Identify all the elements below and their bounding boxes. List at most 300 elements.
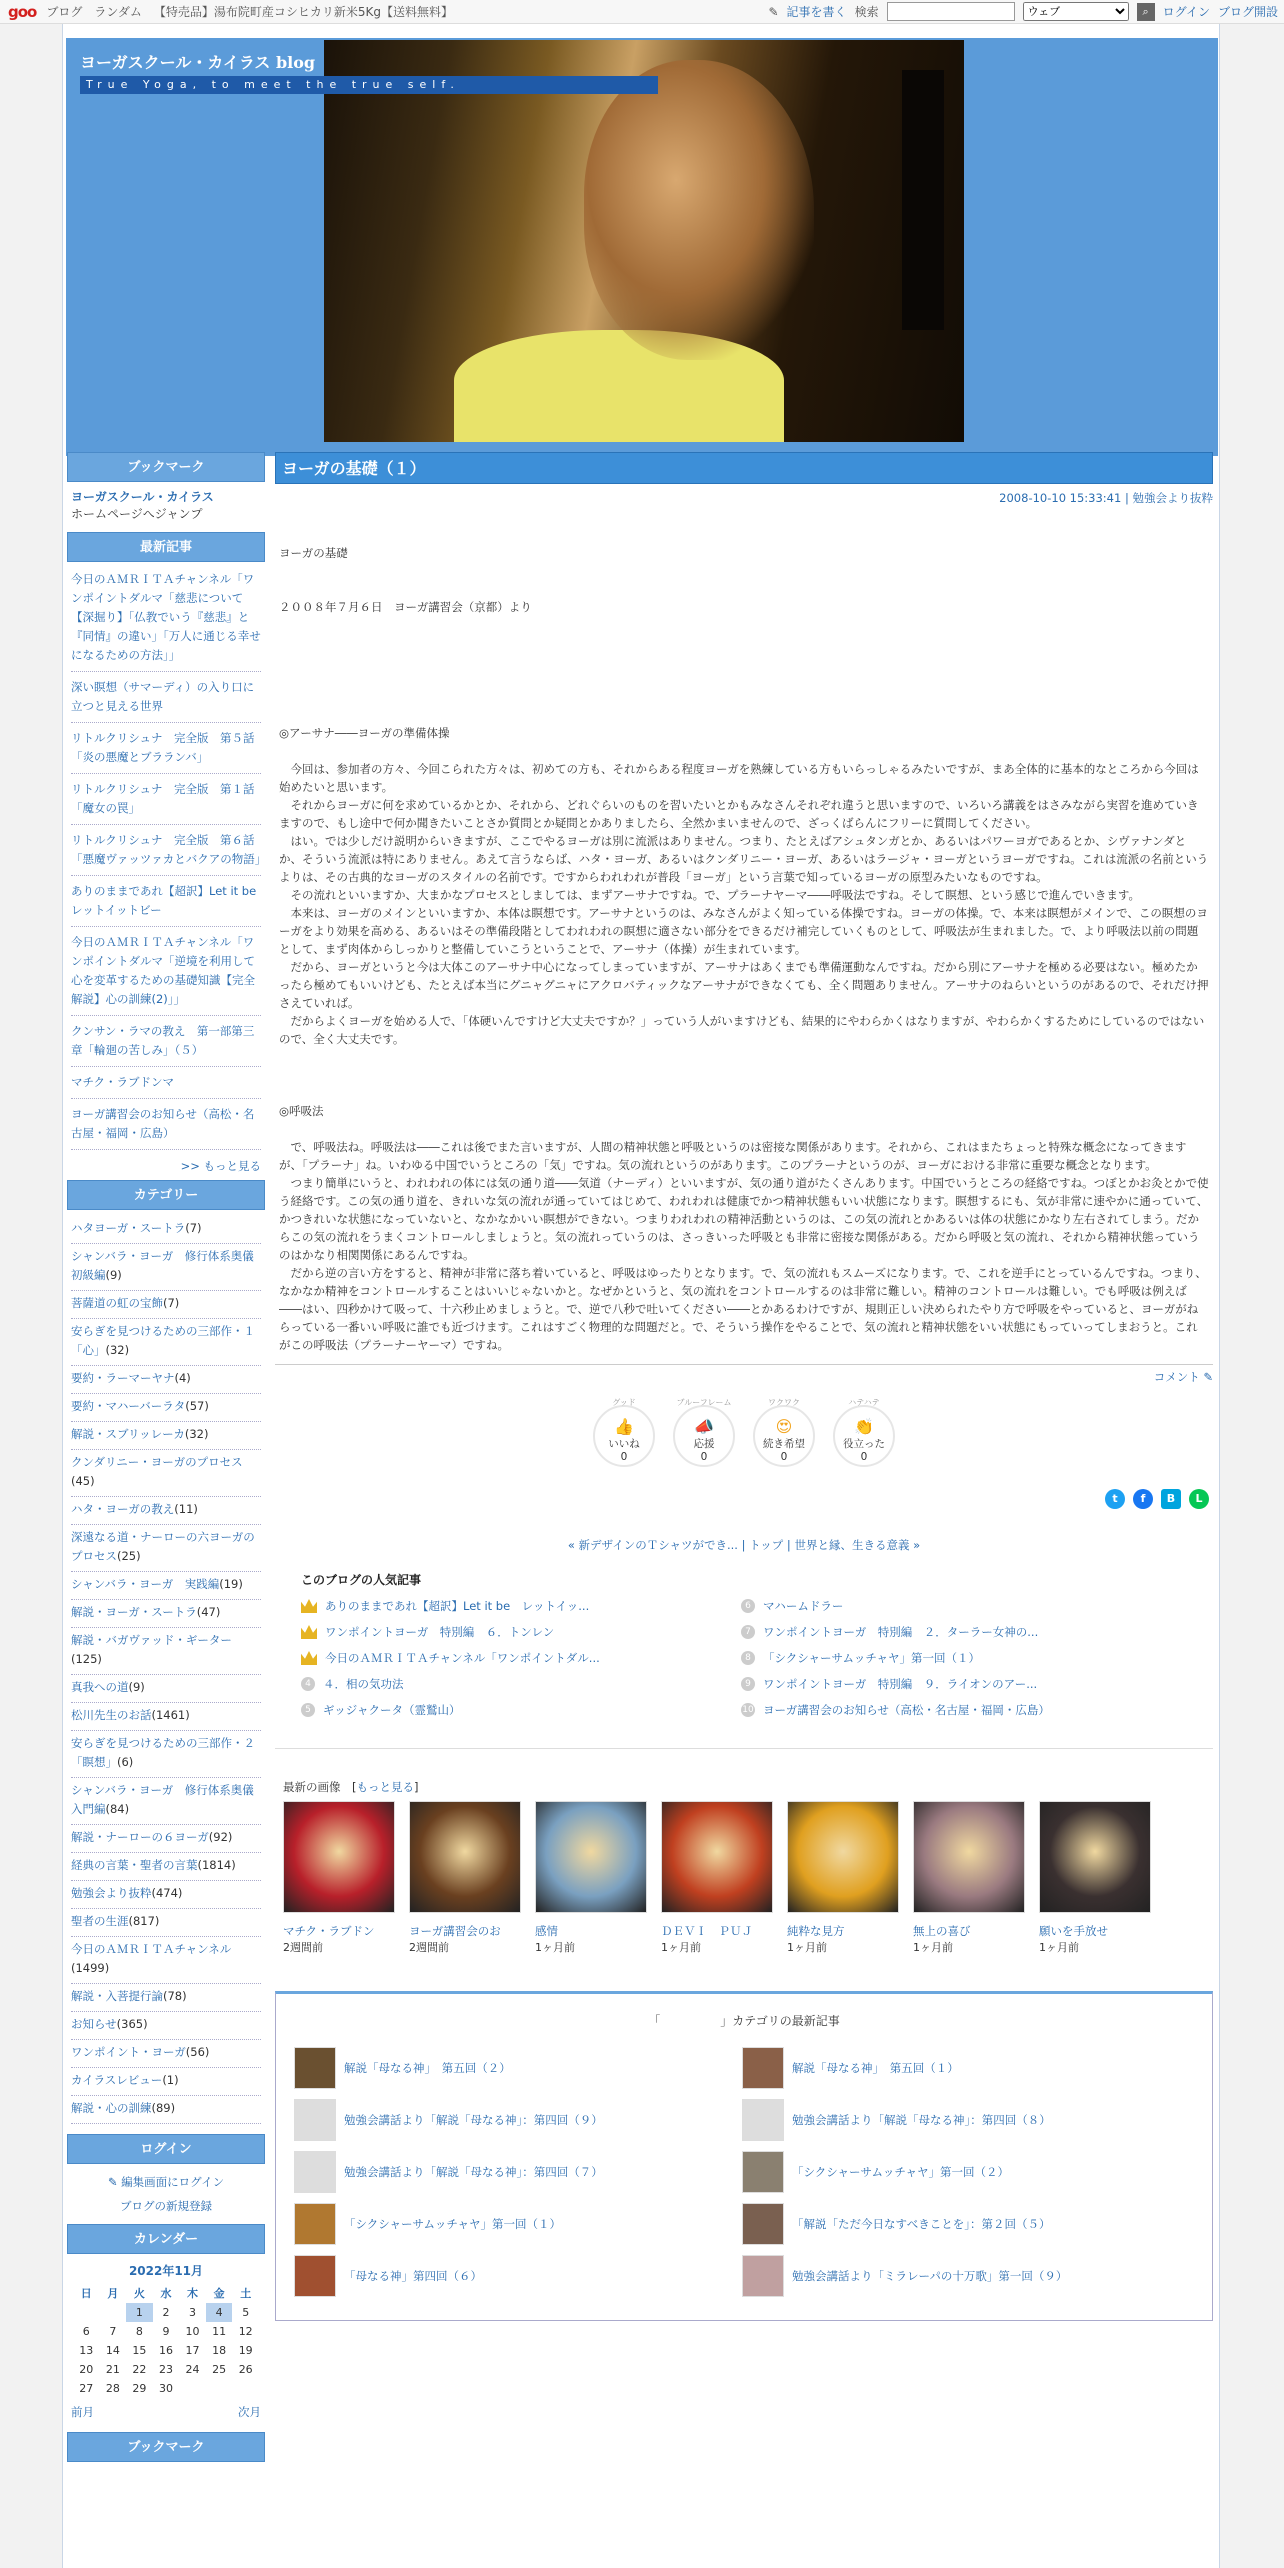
reaction-tag: ブルーフレーム [676, 1398, 732, 1407]
post-paragraph: はい。では少しだけ説明からいきますが、ここでやるヨーガは別に流派はありません。つまり、たとえばアシュタンガとか、あるいはパワーヨガであるとか、シヴァナンダとか、そういう流派は特にありません。あえて言うならば、ハタ・ヨーガ、あるいはクンダリニー・ヨーガ、あるいはラージャ・ヨーガというヨーガですね。これは流派の名前というよりは、その古典的なヨーガのスタイルの名前です。ですからわれわれが普段「ヨーガ」という言葉で知っているヨーガの原型みたいなものですね。 [279, 834, 1209, 884]
nav-ad[interactable]: 【特売品】湯布院町産コシヒカリ新米5Kg【送料無料】 [153, 5, 454, 19]
calendar-day[interactable]: 6 [82, 2325, 90, 2338]
category-count: (25) [117, 1549, 141, 1563]
post-paragraph: つまり簡単にいうと、われわれの体には気の通り道――気道（ナーディ）といいますが、気の通り道がたくさんあります。中国でいうところの経絡ですね。つぼとかお灸とかで使う経絡です。この気の通り道を、きれいな気の流れが通っていてはじめて、われわれは健康でかつ精神状態もいい状態になります。瞑想するにも、気が非常に速やかに通っていて、かつきれいな状態になっていないと、なかなかいい瞑想ができない。つまりわれわれの精神活動というのは、この気の流れとかあるいは体の状態にかなり左右されてしまう。だからこの気の流れをうまくコントロールしましょうと。気の流れっていうのは、さっきいった呼吸とも非常に密接な関係がある。だから呼吸と気の流れ、それから精神状態っていうのはかなり相関関係にあるんですね。 [279, 1176, 1209, 1262]
reaction-count: 0 [780, 1451, 788, 1463]
category-link[interactable]: 解説・心の訓練 [71, 2101, 152, 2115]
post-meta: 2008-10-10 15:33:41 | 勉強会より抜粋 [999, 491, 1213, 505]
login-link[interactable]: ログイン [1162, 5, 1210, 19]
post-body [275, 506, 1213, 1356]
category-item [71, 1881, 261, 1909]
popular-articles [275, 1571, 1213, 1718]
calendar-day[interactable]: 27 [79, 2382, 94, 2395]
nav-random[interactable]: ランダム [94, 5, 142, 19]
category-item [71, 1703, 261, 1731]
image-caption-link[interactable]: マチク・ラブドン [283, 1924, 375, 1938]
category-count: (19) [219, 1577, 243, 1591]
popular-article-link[interactable]: ４．相の気功法 [323, 1677, 404, 1691]
calendar-day[interactable]: 25 [212, 2363, 227, 2376]
popular-grid [301, 1598, 1213, 1718]
article-thumbnail [294, 2255, 336, 2297]
calendar-day[interactable]: 28 [105, 2382, 120, 2395]
recent-article-link[interactable]: 今日のＡＭＲＩＴＡチャンネル「ワンポイントダルマ「慈悲について【深掘り】「仏教でいう『慈悲』と『同情』の違い」「万人に通じる幸せになるための方法」」 [71, 568, 261, 672]
reaction-label: いいね [608, 1438, 640, 1450]
category-count: (92) [208, 1830, 233, 1844]
category-count: (1499) [71, 1961, 110, 1975]
post-paragraph: だからよくヨーガを始める人で、「体硬いんですけど大丈夫ですか？」っていう人がいますけども、結果的にやわらかくはなりますが、やわらかくするためにしているのではないので、全く大丈夫です。 [279, 1014, 1205, 1046]
category-link[interactable]: 経典の言葉・聖者の言葉 [71, 1858, 198, 1872]
next-post-link[interactable]: 世界と縁、生きる意義 » [794, 1538, 921, 1552]
calendar-day[interactable]: 2 [162, 2306, 170, 2319]
reaction-count: 0 [700, 1451, 708, 1463]
calendar-day[interactable]: 30 [158, 2382, 173, 2395]
pencil-icon: ✎ [107, 2175, 118, 2189]
recent-more-link[interactable]: >> もっと見る [180, 1159, 261, 1173]
popular-article-link[interactable]: 今日のＡＭＲＩＴＡチャンネル「ワンポイントダル... [325, 1651, 600, 1665]
open-blog-link[interactable]: ブログ開設 [1217, 5, 1278, 19]
calendar-weekday: 木 [187, 2287, 199, 2300]
article-thumbnail [742, 2203, 784, 2245]
bookmark-text: ホームページへジャンプ [71, 507, 203, 521]
category-latest-item [742, 2099, 1190, 2141]
calendar-day [206, 2379, 233, 2398]
popular-item [741, 1650, 1181, 1666]
recent-article-link[interactable]: 深い瞑想（サマーディ）の入り口に立つと見える世界 [71, 676, 261, 723]
category-item [71, 1937, 261, 1984]
category-link[interactable]: 菩薩道の虹の宝飾 [71, 1296, 163, 1310]
image-thumbnail[interactable] [1039, 1801, 1151, 1913]
post-lead-2: ２００８年７月６日 ヨーガ講習会（京都）より [279, 600, 532, 614]
post-lead-1: ヨーガの基礎 [279, 546, 348, 560]
rank-badge: 5 [301, 1703, 315, 1717]
image-item [283, 1801, 397, 1955]
category-item [71, 2040, 261, 2068]
post-paragraph: だから、ヨーガというと今は大体このアーサナ中心になってしまっていますが、アーサナはあくまでも準備運動なんですね。だから別にアーサナを極める必要はない。極めたかったら極めてもいいけども、たとえば本当にグニャグニャにアクロバティックなアーサナができなくても、全く問題ありません。アーサナのねらいというのがあるので、それだけ押さえていれば。 [279, 960, 1209, 1010]
article-thumbnail [294, 2047, 336, 2089]
category-latest-link[interactable]: 勉強会講話より「解説「母なる神」：第四回（７） [344, 2165, 603, 2179]
category-count: (32) [184, 1427, 209, 1441]
recent-article-link[interactable]: リトルクリシュナ 完全版 第１話「魔女の罠」 [71, 778, 261, 825]
post-paragraph: 本来は、ヨーガのメインといいますか、本体は瞑想です。アーサナというのは、みなさんがよく知っている体操ですね。ヨーガの体操。で、本来は瞑想がメインで、この瞑想のヨーガをより効果を高める、あるいはその準備段階としてわれわれの瞑想に適さない部分をできるだけ補完していくものとして、呼吸法が生まれました。で、より呼吸法以前の問題として、まず肉体からしっかりと整備していこうということで、アーサナ（体操）が生まれています。 [279, 906, 1208, 956]
rank-badge: 4 [301, 1677, 315, 1691]
category-item [71, 1216, 261, 1244]
popular-item [301, 1702, 741, 1718]
category-item [71, 1825, 261, 1853]
calendar-day[interactable]: 16 [158, 2344, 173, 2357]
popular-item [301, 1676, 741, 1692]
post-paragraph: 今回は、参加者の方々、今回こられた方々は、初めての方も、それからある程度ヨーガを熟練している方もいらっしゃるみたいですが、まあ全体的に基本的なところから今回は始めたいと思います。 [279, 762, 1199, 794]
crown-icon [301, 1651, 317, 1665]
calendar-weekday: 土 [240, 2287, 252, 2300]
image-caption-link[interactable]: 純粋な見方 [787, 1924, 845, 1938]
category-link[interactable]: 要約・マハーバーラタ [71, 1399, 186, 1413]
section-breath-body [279, 1138, 1209, 1354]
category-item [71, 1450, 261, 1497]
category-count: (1461) [151, 1708, 190, 1722]
photo-face [584, 60, 814, 360]
category-link[interactable]: 今日のＡＭＲＩＴＡチャンネル [71, 1942, 232, 1956]
image-age: 1ヶ月前 [661, 1941, 701, 1954]
calendar-day[interactable]: 14 [105, 2344, 120, 2357]
post-paragraph: で、呼吸法ね。呼吸法は――これは後でまた言いますが、人間の精神状態と呼吸というのは密接な関係があります。それから、これはまたちょっと特殊な概念になってきますが、「プラーナ」ね。いわゆる中国でいうところの「気」ですね。気の流れというのがあります。このプラーナというのが、ヨーガにおける非常に重要な概念となります。 [279, 1140, 1187, 1172]
image-thumbnail[interactable] [535, 1801, 647, 1913]
article-thumbnail [742, 2099, 784, 2141]
article-thumbnail [742, 2047, 784, 2089]
goo-logo[interactable]: goo [8, 2, 37, 21]
category-link[interactable]: シャンバラ・ヨーガ 修行体系奥儀 初級編 [71, 1249, 266, 1282]
category-link[interactable]: 松川先生のお話 [71, 1708, 152, 1722]
article-thumbnail [294, 2151, 336, 2193]
calendar-day [179, 2379, 206, 2398]
category-item [71, 1984, 261, 2012]
rank-badge: 8 [741, 1651, 755, 1665]
comment-link[interactable]: コメント [1153, 1370, 1200, 1384]
blog-subtitle: True Yoga, to meet the true self. [80, 76, 658, 94]
category-item [71, 1319, 261, 1366]
recent-article-link[interactable]: クンサン・ラマの教え 第一部第三章「輪廻の苦しみ」（５） [71, 1020, 261, 1067]
category-latest-item [294, 2047, 742, 2089]
article-thumbnail [294, 2203, 336, 2245]
reaction-label: 役立った [843, 1438, 885, 1450]
image-thumbnail[interactable] [913, 1801, 1025, 1913]
category-latest-link[interactable]: 解説「母なる神」 第五回（１） [792, 2061, 959, 2075]
calendar-day[interactable]: 19 [238, 2344, 253, 2357]
search-icon[interactable]: ⌕ [1137, 3, 1155, 21]
category-item [71, 1366, 261, 1394]
popular-title: このブログの人気記事 [301, 1573, 422, 1587]
category-link[interactable]: ハタ・ヨーガの教え [71, 1502, 175, 1516]
calendar-weekday: 月 [107, 2287, 119, 2300]
category-link[interactable]: 勉強会より抜粋 [71, 1886, 152, 1900]
category-count: (89) [151, 2101, 176, 2115]
popular-article-link[interactable]: ギッジャクータ（霊鷲山） [323, 1703, 461, 1717]
post-paragraph: だから逆の言い方をすると、精神が非常に落ち着いていると、呼吸はゆったりとなります。で、気の流れもスムーズになります。で、これを逆手にとっているんですね。つまり、なかなか精神をコントロールすることはいいじゃないかと。なぜかというと、気の流れをコントロールするのは非常に難しい。精神のコントロールは難しい。でも呼吸は例えば――はい、四秒かけて吸って、十六秒止めましょうと。で、逆で八秒で吐いてください――とかあるわけですが、規則正しい決められたやり方で呼吸をやっていると、ヨーガがねらっている一番いい呼吸に誰でも近づけます。これはすごく物理的な問題だと。で、そういう操作をやることで、気の流れと精神状態をいい状態にもっていってしまおうと。これがこの呼吸法（プラーナーヤーマ）ですね。 [279, 1266, 1207, 1352]
sidebar [67, 452, 268, 2468]
calendar-day[interactable]: 9 [162, 2325, 170, 2338]
comment-bar [275, 1364, 1213, 1385]
image-age: 2週間前 [283, 1941, 323, 1954]
crown-icon [301, 1599, 317, 1613]
image-thumbnail[interactable] [409, 1801, 521, 1913]
calendar-day[interactable]: 5 [242, 2306, 250, 2319]
header-photo [324, 40, 964, 442]
calendar-month: 2022年11月 [128, 2264, 204, 2278]
category-item [71, 2096, 261, 2124]
calendar-day[interactable]: 1 [126, 2303, 153, 2322]
calendar-day[interactable]: 3 [189, 2306, 197, 2319]
recent-article-link[interactable]: リトルクリシュナ 完全版 第６話「悪魔ヴァッツァカとバクアの物語」 [71, 829, 261, 876]
popular-item [741, 1598, 1181, 1614]
section-heading-breath: ◎呼吸法 [279, 1104, 324, 1118]
latest-images [275, 1779, 1213, 1955]
reaction-label: 続き希望 [763, 1438, 805, 1450]
category-title: カテゴリー [67, 1180, 265, 1210]
calendar-day[interactable]: 22 [132, 2363, 147, 2376]
calendar-day[interactable]: 12 [238, 2325, 253, 2338]
photo-banner [902, 70, 944, 330]
image-thumbnail[interactable] [661, 1801, 773, 1913]
calendar-day[interactable]: 18 [212, 2344, 227, 2357]
pencil-icon: ✎ [1203, 1370, 1213, 1384]
category-latest-title: 「 」カテゴリの最新記事 [648, 2014, 840, 2028]
post-paragraph: それからヨーガに何を求めているかとか、それから、どれぐらいのものを習いたいとかもみなさんそれぞれ違うと思いますので、いろいろ講義をはさみながら実習を進めていきますので、もし途中で何か聞きたいことさか質問とか疑問とかありましたら、全然かまいませんので、ざっくばらんにフリーに質問してください。 [279, 798, 1199, 830]
image-caption-link[interactable]: ヨーガ講習会のお [409, 1924, 501, 1938]
calendar-day[interactable]: 4 [206, 2303, 233, 2322]
category-item [71, 1422, 261, 1450]
category-link[interactable]: 解説・入菩提行論 [71, 1989, 163, 2003]
calendar-day[interactable]: 11 [212, 2325, 227, 2338]
main-content [275, 452, 1213, 2321]
recent-list [67, 562, 268, 1158]
image-item [535, 1801, 649, 1955]
reaction-count: 0 [620, 1451, 628, 1463]
login-box [67, 2134, 265, 2218]
blog-header [66, 38, 1218, 456]
search-input[interactable] [887, 2, 1015, 21]
calendar-day[interactable]: 8 [135, 2325, 143, 2338]
article-thumbnail [742, 2151, 784, 2193]
popular-item [301, 1624, 741, 1640]
image-thumbnail[interactable] [283, 1801, 395, 1913]
recent-article-link[interactable]: リトルクリシュナ 完全版 第５話「炎の悪魔とブラランバ」 [71, 727, 261, 774]
category-latest-link[interactable]: 勉強会講話より「解説「母なる神」：第四回（９） [344, 2113, 603, 2127]
category-count: (9) [128, 1680, 145, 1694]
popular-article-link[interactable]: 「シクシャーサムッチャヤ」第一回（１） [763, 1651, 981, 1665]
category-count: (125) [71, 1652, 102, 1666]
calendar-day[interactable]: 15 [132, 2344, 147, 2357]
category-latest-item [742, 2047, 1190, 2089]
category-count: (11) [174, 1502, 198, 1516]
popular-article-link[interactable]: ワンポイントヨーガ 特別編 ６．トンレン [325, 1625, 555, 1639]
calendar-day[interactable]: 23 [158, 2363, 173, 2376]
recent-title: 最新記事 [67, 532, 265, 562]
calendar-weekday: 火 [133, 2287, 145, 2300]
hatena-icon[interactable]: B [1161, 1489, 1181, 1509]
calendar-day[interactable]: 10 [185, 2325, 200, 2338]
popular-item [301, 1598, 741, 1614]
image-item [409, 1801, 523, 1955]
recent-article-link[interactable]: ヨーガ講習会のお知らせ（高松・名古屋・福岡・広島） [71, 1103, 261, 1150]
calendar-weekday: 日 [80, 2287, 92, 2300]
latest-images-header: 最新の画像 [もっと見る] [283, 1780, 419, 1794]
post-category-link[interactable]: 勉強会より抜粋 [1132, 491, 1213, 505]
image-caption-link[interactable]: 感情 [535, 1924, 558, 1938]
recent-article-link[interactable]: ありのままであれ【超訳】Let it be レットイットビー [71, 880, 261, 927]
popular-article-link[interactable]: マハームドラー [763, 1599, 844, 1613]
image-item [913, 1801, 1027, 1955]
clap-icon: 👏 [854, 1417, 874, 1436]
bookmark-link[interactable]: ヨーガスクール・カイラス [71, 490, 214, 504]
popular-item [741, 1624, 1181, 1640]
category-count: (78) [163, 1989, 187, 2003]
popular-article-link[interactable]: ワンポイントヨーガ 特別編 ９．ライオンのアー... [763, 1677, 1038, 1691]
popular-item [741, 1676, 1181, 1692]
share-buttons [275, 1489, 1213, 1509]
search-scope-select[interactable] [1023, 2, 1129, 21]
category-count: (474) [151, 1886, 183, 1900]
category-item [71, 1600, 261, 1628]
popular-item [301, 1650, 741, 1666]
category-count: (1) [162, 2073, 179, 2087]
prev-post-link[interactable]: « 新デザインのＴシャツができ... [567, 1538, 738, 1552]
popular-article-link[interactable]: ヨーガ講習会のお知らせ（高松・名古屋・福岡・広島） [763, 1703, 1050, 1717]
category-link[interactable]: 解説・スブリッレーカ [71, 1427, 185, 1441]
category-link[interactable]: ハタヨーガ・スートラ [71, 1221, 186, 1235]
category-latest-item [742, 2203, 1190, 2245]
calendar-box [67, 2224, 265, 2426]
reaction-count: 0 [860, 1451, 868, 1463]
reaction-tag: グッド [612, 1398, 636, 1407]
article-thumbnail [294, 2099, 336, 2141]
crown-icon [301, 1625, 317, 1639]
category-count: (32) [105, 1343, 130, 1357]
post-title[interactable]: ヨーガの基礎（１） [275, 452, 1213, 484]
reaction-1-button[interactable] [593, 1398, 655, 1467]
category-link[interactable]: 解説・バガヴァッド・ギーター [71, 1633, 232, 1647]
recent-article-link[interactable]: 今日のＡＭＲＩＴＡチャンネル「ワンポイントダルマ「逆境を利用して心を変革するための基礎知識【完全解説】心の訓練(2)」」 [71, 931, 261, 1016]
calendar-day[interactable]: 29 [132, 2382, 147, 2395]
category-link[interactable]: 深遠なる道・ナーローの六ヨーガのプロセス [71, 1530, 255, 1563]
category-latest-link[interactable]: 「シクシャーサムッチャヤ」第一回（２） [792, 2165, 1010, 2179]
category-box [67, 1180, 265, 2128]
line-icon[interactable]: L [1189, 1489, 1209, 1509]
category-latest-link[interactable]: 「解説「ただ今日なすべきことを」：第２回（５） [792, 2217, 1051, 2231]
rank-badge: 10 [742, 1705, 754, 1715]
category-count: (4) [174, 1371, 191, 1385]
calendar-day[interactable]: 24 [185, 2363, 200, 2376]
category-link[interactable]: カイラスレビュー [71, 2073, 163, 2087]
category-link[interactable]: 安らぎを見つけるための三部作・１「心」 [71, 1324, 255, 1357]
category-latest-item [742, 2151, 1190, 2193]
category-item [71, 1497, 261, 1525]
category-count: (9) [105, 1268, 122, 1282]
thumbs-up-icon: 👍 [614, 1417, 634, 1436]
facebook-icon[interactable]: f [1133, 1489, 1153, 1509]
calendar-day[interactable]: 17 [185, 2344, 200, 2357]
post-pager: « 新デザインのＴシャツができ... | トップ | 世界と縁、生きる意義 » [567, 1538, 921, 1552]
images-more-link[interactable]: もっと見る [356, 1780, 414, 1794]
category-item [71, 1675, 261, 1703]
category-link[interactable]: シャンバラ・ヨーガ 実践編 [71, 1577, 220, 1591]
calendar-table [73, 2283, 259, 2398]
calendar-day[interactable]: 20 [79, 2363, 94, 2376]
post-date-link[interactable]: 2008-10-10 15:33:41 [999, 491, 1122, 505]
category-count: (56) [185, 2045, 210, 2059]
pencil-icon: ✎ [768, 4, 779, 19]
recent-article-link[interactable]: マチク・ラブドンマ [71, 1071, 261, 1099]
bookmark-title: ブックマーク [67, 452, 265, 482]
calendar-day [73, 2303, 100, 2322]
heart-eyes-icon: 😍 [775, 1417, 793, 1436]
top-bar [0, 0, 1284, 24]
page-wrapper [62, 24, 1220, 2568]
recent-box [67, 532, 268, 1174]
popular-article-link[interactable]: ワンポイントヨーガ 特別編 ２．ターラー女神の... [763, 1625, 1039, 1639]
category-item [71, 1853, 261, 1881]
category-count: (84) [105, 1802, 130, 1816]
reaction-4-button[interactable] [833, 1398, 895, 1467]
reaction-3-button[interactable] [753, 1398, 815, 1467]
category-link[interactable]: 要約・ラーマーヤナ [71, 1371, 175, 1385]
category-latest-link[interactable]: 勉強会講話より「ミラレーパの十万歌」第一回（９） [792, 2269, 1068, 2283]
edit-login-link[interactable]: 編集画面にログイン [121, 2175, 225, 2189]
section-asana-body [279, 760, 1209, 1048]
image-item [661, 1801, 775, 1955]
top-link[interactable]: トップ [749, 1538, 784, 1552]
image-age: 2週間前 [409, 1941, 449, 1954]
category-count: (6) [117, 1755, 134, 1769]
category-count: (47) [196, 1605, 221, 1619]
image-caption-link[interactable]: 願いを手放せ [1039, 1924, 1108, 1938]
reaction-2-button[interactable] [673, 1398, 735, 1467]
category-count: (1814) [197, 1858, 236, 1872]
write-article-link[interactable]: 記事を書く [786, 5, 847, 19]
image-thumbnail[interactable] [787, 1801, 899, 1913]
rank-badge: 6 [741, 1599, 755, 1613]
category-latest-grid [276, 2047, 1212, 2297]
category-list [67, 1210, 265, 2128]
reaction-label: 応援 [693, 1438, 715, 1450]
calendar-day[interactable]: 26 [238, 2363, 253, 2376]
image-caption-link[interactable]: ＤＥＶＩ ＰＵＪ [661, 1924, 753, 1938]
category-item [71, 1731, 261, 1778]
popular-article-link[interactable]: ありのままであれ【超訳】Let it be レットイッ... [325, 1599, 590, 1613]
category-latest-link[interactable]: 勉強会講話より「解説「母なる神」：第四回（８） [792, 2113, 1051, 2127]
category-item [71, 1244, 266, 1291]
image-age: 1ヶ月前 [535, 1941, 575, 1954]
category-latest-item [294, 2151, 742, 2193]
image-caption-link[interactable]: 無上の喜び [913, 1924, 971, 1938]
blog-title[interactable]: ヨーガスクール・カイラス blog [80, 53, 316, 72]
category-link[interactable]: 真我への道 [71, 1680, 129, 1694]
image-item [1039, 1801, 1153, 1955]
category-item [71, 1572, 261, 1600]
category-link[interactable]: 聖者の生涯 [71, 1914, 129, 1928]
category-link[interactable]: 解説・ヨーガ・スートラ [71, 1605, 197, 1619]
category-count: (45) [71, 1474, 95, 1488]
category-link[interactable]: 解説・ナーローの６ヨーガ [71, 1830, 209, 1844]
bookmark-title-2: ブックマーク [67, 2432, 265, 2462]
category-link[interactable]: 安らぎを見つけるための三部作・２「瞑想」 [71, 1736, 255, 1769]
image-age: 1ヶ月前 [913, 1941, 953, 1954]
calendar-prev-link[interactable]: 前月 [71, 2405, 94, 2419]
category-latest-box [275, 1991, 1213, 2321]
image-row [283, 1801, 1213, 1955]
bookmark-box [67, 452, 265, 526]
calendar-day[interactable]: 13 [79, 2344, 94, 2357]
category-latest-link[interactable]: 「母なる神」第四回（６） [344, 2269, 482, 2283]
category-item [71, 1291, 261, 1319]
nav-blog[interactable]: ブログ [46, 5, 83, 19]
category-count: (7) [185, 1221, 202, 1235]
category-latest-link[interactable]: 「シクシャーサムッチャヤ」第一回（１） [344, 2217, 562, 2231]
category-link[interactable]: ワンポイント・ヨーガ [71, 2045, 186, 2059]
post-paragraph: その流れといいますか、大まかなプロセスとしましては、まずアーサナですね。で、プラーナヤーマ――呼吸法ですね。そして瞑想、という感じで進んでいきます。 [290, 888, 1140, 902]
category-item [71, 1909, 261, 1937]
image-age: 1ヶ月前 [787, 1941, 827, 1954]
calendar-next-link[interactable]: 次月 [238, 2405, 261, 2419]
category-link[interactable]: シャンバラ・ヨーガ 修行体系奥儀 入門編 [71, 1783, 266, 1816]
category-count: (817) [128, 1914, 160, 1928]
category-latest-link[interactable]: 解説「母なる神」 第五回（２） [344, 2061, 511, 2075]
new-blog-link[interactable]: ブログの新規登録 [120, 2199, 212, 2213]
calendar-day[interactable]: 7 [109, 2325, 117, 2338]
calendar-day[interactable]: 21 [105, 2363, 120, 2376]
category-link[interactable]: お知らせ [71, 2017, 117, 2031]
twitter-icon[interactable]: t [1105, 1489, 1125, 1509]
section-heading-asana: ◎アーサナ――ヨーガの準備体操 [279, 726, 450, 740]
category-link[interactable]: クンダリニー・ヨーガのプロセス [71, 1455, 243, 1469]
